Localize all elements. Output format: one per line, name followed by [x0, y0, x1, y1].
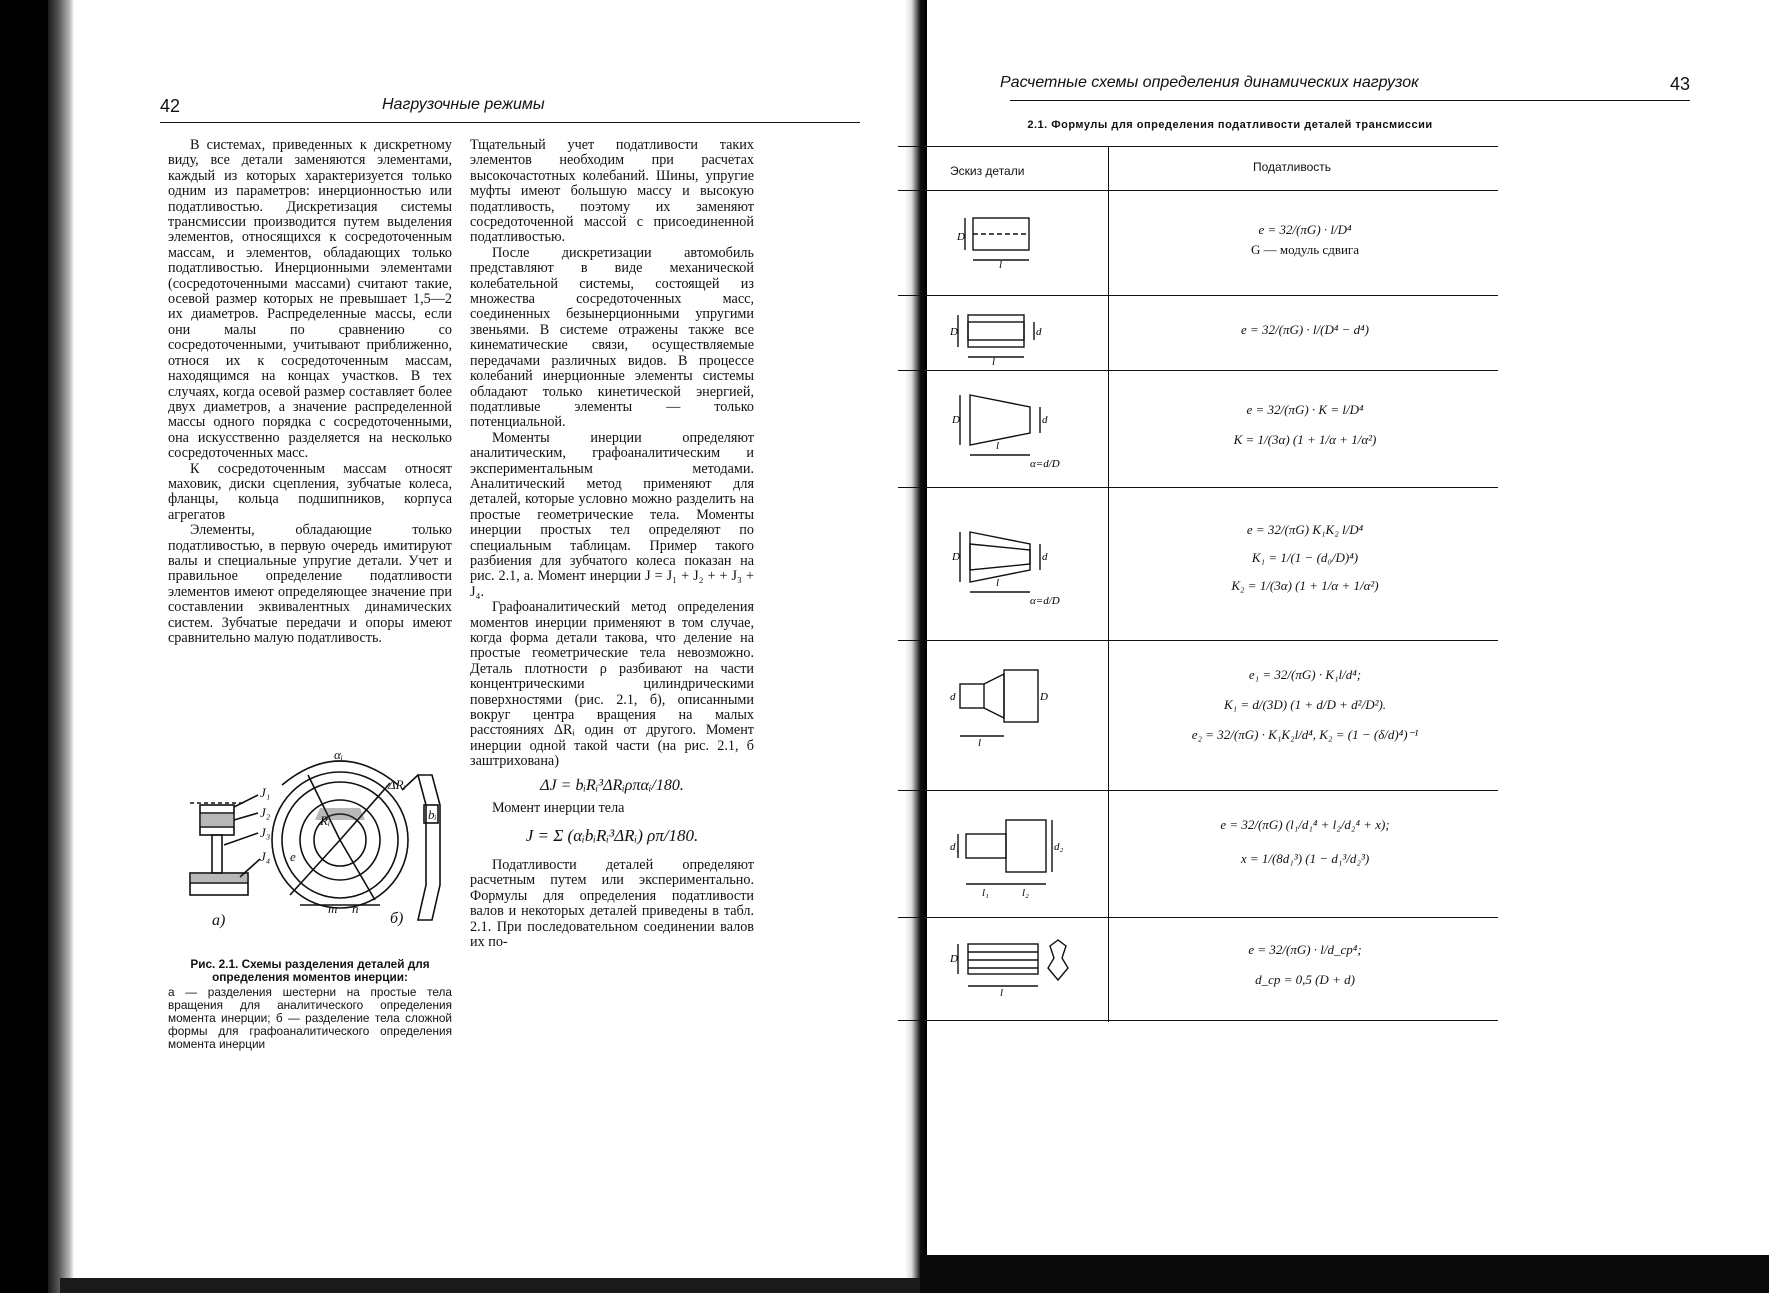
svg-text:D: D [952, 551, 960, 563]
label-r: Rᵢ [320, 813, 330, 828]
figure-caption [168, 958, 452, 1051]
label-n: n [352, 901, 359, 916]
sketch-row5 [948, 660, 1068, 760]
formula-delta-j: ΔJ = bᵢRᵢ³ΔRᵢρπαᵢ/180. [540, 776, 684, 794]
svg-text:l: l [999, 259, 1003, 271]
paragraph: К сосредоточенным массам относят маховик, диски сцепления, зубчатые колеса, фланцы, кольца подшипников, корпуса агрегатов [168, 460, 452, 523]
sketch-row3 [950, 385, 1060, 475]
formula-line: K₁ = 1/(1 − (d₀/D)⁴) [1251, 550, 1359, 565]
formula-row2 [1120, 320, 1490, 340]
page-bottom-edge-right [920, 1255, 1769, 1293]
formula-j-sum: J = Σ (αᵢbᵢRᵢ³ΔRᵢ) ρπ/180. [525, 826, 699, 846]
formula-line: e₂ = 32/(πG) · K₁K₂l/d⁴, K₂ = (1 − (δ/d)⁴)⁻¹ [1191, 727, 1419, 742]
label-e: e [290, 849, 296, 864]
formula-line: e = 32/(πG) · l/D⁴ [1258, 222, 1352, 237]
svg-text:D: D [957, 231, 965, 243]
paragraph: Податливости деталей определяют расчетным путем или экспериментально. Формулы для определения податливости валов и некоторых деталей приведены в табл. 2.1. При последовательном соединении валов их по- [470, 856, 754, 950]
paragraph: Элементы, обладающие только податливостью, в первую очередь имитируют валы и специальные упругие детали. Учет и правильное определение податливости элементов имеют определяющее значение при составлении эквивалентных динамических систем. Зубчатые передачи и опоры имеют сравнительно малую податливость. [168, 522, 452, 646]
label-j1: J₁ [260, 785, 271, 800]
formula-row1 [1120, 220, 1490, 260]
label-alpha: αᵢ [334, 747, 343, 762]
formula-row7 [1120, 940, 1490, 990]
label-j3: J₃ [260, 825, 271, 840]
formula-line: d_ср = 0,5 (D + d) [1255, 972, 1355, 987]
svg-text:d₂: d₂ [1054, 841, 1064, 853]
sketch-row6 [952, 808, 1072, 908]
svg-text:l: l [1000, 987, 1004, 999]
sketch-row1 [955, 210, 1055, 270]
svg-text:α=d/D: α=d/D [1030, 458, 1060, 470]
svg-text:d: d [1036, 326, 1042, 338]
svg-text:l: l [992, 356, 996, 368]
svg-text:d: d [1042, 551, 1048, 563]
svg-text:l₂: l₂ [1022, 887, 1029, 899]
right-running-title: Расчетные схемы определения динамических нагрузок [1000, 74, 1419, 91]
formula-line: e = 32/(πG) K₁K₂ l/D⁴ [1246, 522, 1364, 537]
paragraph: Графоаналитический метод определения моментов инерции применяют в том случае, когда форма детали такова, что деление на простые геометрические тела невозможно. Деталь плотности ρ разбивают на части концентрическими цилиндрическими поверхностями (рис. 2.1, б), описанными вокруг центра вращения на малых расстояниях ΔRᵢ один от другого. Момент инерции одной такой части (на рис. 2.1, б заштрихована) [470, 599, 754, 770]
label-delta-r: ΔRᵢ [388, 777, 406, 792]
left-running-header [160, 94, 860, 123]
formula-row6 [1120, 815, 1490, 869]
paragraph: Момент инерции тела [492, 800, 625, 817]
svg-text:D: D [1040, 691, 1048, 703]
figure-2-1 [170, 745, 460, 945]
column-header-sketch: Эскиз детали [950, 164, 1025, 178]
book-spine-shadow [0, 0, 48, 1293]
right-page-number: 43 [1669, 74, 1690, 94]
paragraph: После дискретизации автомобиль представляют в виде механической колебательной системы, состоящей из множества сосредоточенных масс, соединенных безынерционными упругими звеньями. В системе отражены также все кинематические связи, осуществляемые передачами различных видов. В процессе колебаний инерционные элементы системы обладают только кинетической энергией, податливые элементы — только потенциальной. [470, 244, 754, 431]
label-bi: bᵢ [428, 807, 437, 822]
caption-body: а — разделения шестерни на простые тела вращения для аналитического определения момента инерции; б — разделение тела сложной формы для графоаналитического определения момента инерции [168, 985, 452, 1051]
formula-line: G — модуль сдвига [1250, 242, 1360, 257]
svg-text:d₁: d₁ [950, 841, 960, 853]
figure-b-disc [272, 761, 440, 920]
table-title: 2.1. Формулы для определения податливости деталей трансмиссии [1027, 119, 1433, 131]
svg-text:l: l [996, 577, 1000, 589]
formula-line: K₂ = 1/(3α) (1 + 1/α + 1/α²) [1231, 578, 1379, 593]
left-column-2 [470, 138, 754, 950]
svg-text:D: D [950, 953, 958, 965]
page-bottom-edge-left [60, 1278, 920, 1293]
svg-text:α=d/D: α=d/D [1030, 595, 1060, 607]
formula-row5 [1120, 665, 1490, 745]
label-j2: J₂ [260, 805, 271, 820]
left-page-number: 42 [160, 96, 181, 116]
formula-line: e₁ = 32/(πG) · K₁l/d⁴; [1248, 667, 1362, 682]
svg-text:l₁: l₁ [982, 887, 989, 899]
svg-text:D: D [950, 326, 958, 338]
formula-line: e = 32/(πG) · K = l/D⁴ [1246, 402, 1364, 417]
formula-line: K = 1/(3α) (1 + 1/α + 1/α²) [1233, 432, 1377, 447]
svg-text:l: l [978, 737, 982, 749]
svg-text:D: D [952, 414, 960, 426]
formula-line: K₁ = d/(3D) (1 + d/D + d²/D²). [1223, 697, 1387, 712]
sketch-row7 [950, 932, 1080, 1012]
left-running-title: Нагрузочные режимы [382, 96, 545, 113]
svg-text:l: l [996, 440, 1000, 452]
caption-title: Рис. 2.1. Схемы разделения деталей для определения моментов инерции: [190, 957, 430, 984]
label-a: а) [212, 912, 226, 929]
formula-row4 [1120, 520, 1490, 596]
svg-text:d: d [1042, 414, 1048, 426]
svg-text:d: d [950, 691, 956, 703]
label-j4: J₄ [260, 849, 271, 864]
sketch-row4 [950, 522, 1060, 612]
formula-row3 [1120, 400, 1490, 450]
book-gutter [905, 0, 927, 1293]
paragraph: Моменты инерции определяют аналитическим, графоаналитическим и экспериментальным методами. Аналитический метод применяют для деталей, которые условно можно разделить на простые геометрические тела. Моменты инерции простых тел определяют по специальным таблицам. Пример такого разбиения для зубчатого колеса показан на рис. 2.1, а. Момент инерции J = J₁ + J₂ + + J₃ + J₄. [470, 429, 754, 600]
book-spine-gradient [48, 0, 74, 1293]
column-header-compliance: Податливость [1253, 160, 1332, 174]
formula-line: x = 1/(8d₁³) (1 − d₁³/d₂³) [1240, 851, 1370, 866]
label-m: m [328, 901, 338, 916]
left-column-1 [168, 138, 452, 646]
label-b: б) [390, 910, 404, 927]
right-running-header [1000, 72, 1690, 101]
sketch-row2 [948, 305, 1048, 368]
paragraph: В системах, приведенных к дискретному виду, все детали заменяются элементами, каждый из которых характеризуется только одним из параметров: инерционностью или податливостью. Дискретизация системы трансмиссии производится путем выделения элементов, относящихся к сосредоточенным массам, и элементов, обладающих только податливостью. Инерционными элементами (сосредоточенными массами) считают такие, осевой размер которых не превышает 1,5—2 их диаметров. Распределенные массы, если они малы по сравнению со сосредоточенными, учитывают приближенно, относя их к сосредоточенным массам, находящимся на концах участков. В тех случаях, когда осевой размер составляет более двух диаметров, а значение распределенной массы одного порядка с сосредоточенными, она искусственно разделяется на несколько сосредоточенных масс. [168, 137, 452, 462]
formula-line: e = 32/(πG) · l/d_ср⁴; [1248, 942, 1362, 957]
formula-line: e = 32/(πG) · l/(D⁴ − d⁴) [1240, 322, 1370, 337]
formula-line: e = 32/(πG) (l₁/d₁⁴ + l₂/d₂⁴ + x); [1220, 817, 1390, 832]
paragraph: Тщательный учет податливости таких элементов необходим при расчетах высокочастотных колебаний. Шины, упругие муфты имеют большую массу и высокую податливость, поэтому их заменяют сосредоточенной массой с присоединенной податливостью. [470, 137, 754, 246]
